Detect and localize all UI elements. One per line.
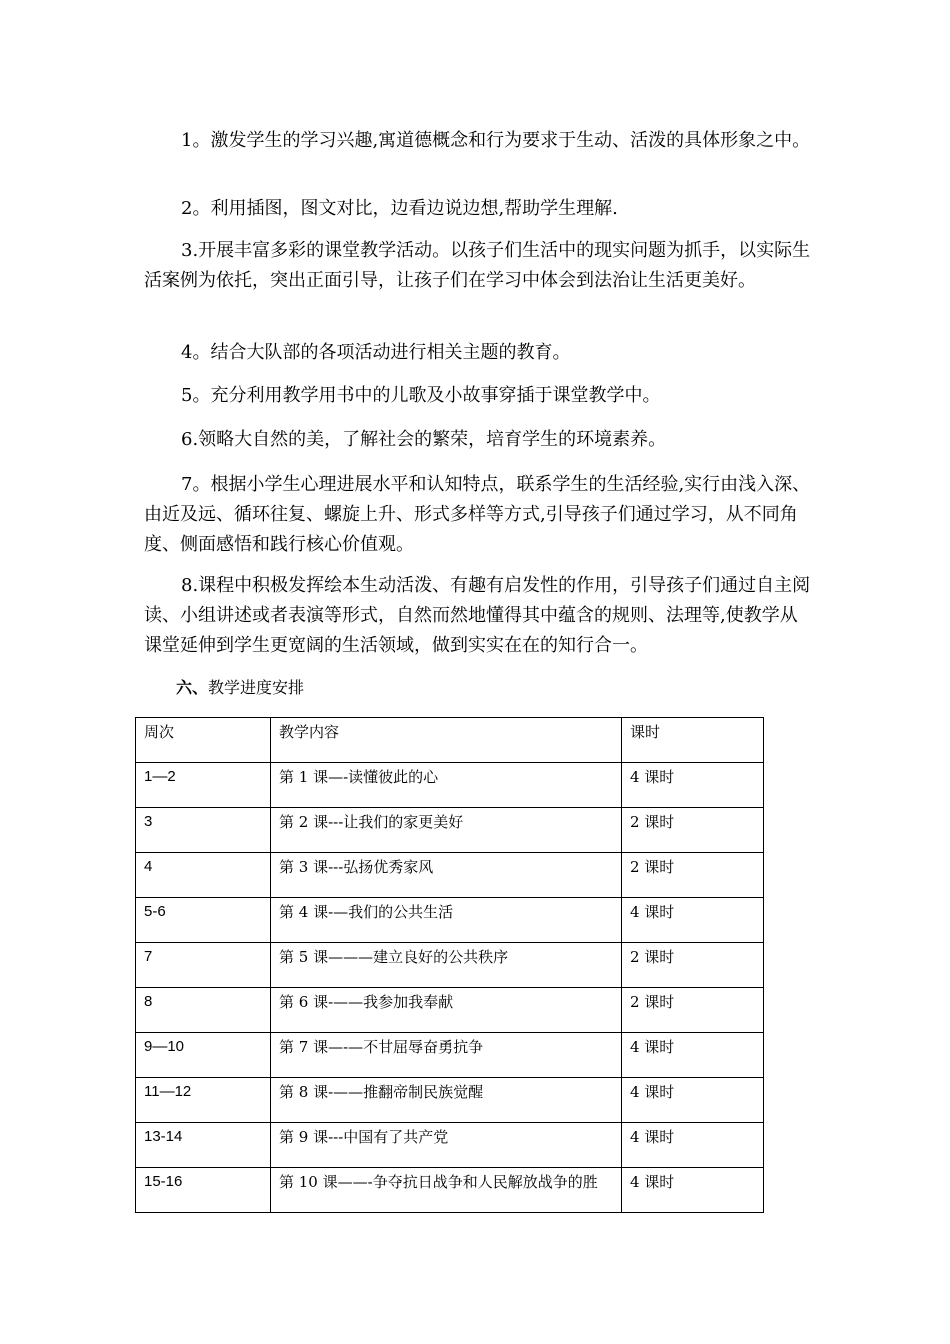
- paragraph-5: 5。充分利用教学用书中的儿歌及小故事穿插于课堂教学中。: [181, 385, 661, 406]
- table-row: [136, 943, 764, 988]
- cell-hours: 2 课时: [622, 943, 764, 988]
- header-week: 周次: [136, 718, 271, 763]
- paragraph-6: 6.领略大自然的美，了解社会的繁荣，培育学生的环境素养。: [181, 429, 667, 450]
- schedule-table: [135, 717, 764, 1213]
- cell-hours: 4 课时: [622, 1033, 764, 1078]
- paragraph-1: 1。激发学生的学习兴趣,寓道德概念和行为要求于生动、活泼的具体形象之中。: [181, 130, 811, 151]
- table-row: [136, 853, 764, 898]
- cell-content: 第 3 课---弘扬优秀家风: [271, 853, 622, 898]
- section-number: 六、: [176, 678, 209, 697]
- table-row: [136, 1123, 764, 1168]
- cell-week: 7: [136, 943, 271, 988]
- table-row: [136, 1168, 764, 1213]
- cell-week: 3: [136, 808, 271, 853]
- cell-hours: 4 课时: [622, 1123, 764, 1168]
- paragraph-8: 8.课程中积极发挥绘本生动活泼、有趣有启发性的作用，引导孩子们通过自主阅读、小组讲述或者表演等形式，自然而然地懂得其中蕴含的规则、法理等,使教学从课堂延伸到学生更宽阔的生活领域，做到实实在在的知行合一。: [144, 575, 811, 656]
- cell-content: 第 10 课——-争夺抗日战争和人民解放战争的胜: [271, 1168, 622, 1213]
- paragraph-7: 7。根据小学生心理进展水平和认知特点，联系学生的生活经验,实行由浅入深、由近及远、循环往复、螺旋上升、形式多样等方式,引导孩子们通过学习，从不同角度、侧面感悟和践行核心价值观。: [144, 474, 811, 555]
- table-row: [136, 898, 764, 943]
- cell-content: 第 7 课—-—不甘屈辱奋勇抗争: [271, 1033, 622, 1078]
- paragraph-3: 3.开展丰富多彩的课堂教学活动。以孩子们生活中的现实问题为抓手，以实际生活案例为依托，突出正面引导，让孩子们在学习中体会到法治让生活更美好。: [144, 240, 811, 291]
- paragraph-4: 4。结合大队部的各项活动进行相关主题的教育。: [181, 342, 571, 363]
- table-row: [136, 1033, 764, 1078]
- cell-week: 11—12: [136, 1078, 271, 1123]
- section-title: 教学进度安排: [208, 678, 305, 697]
- cell-content: 第 2 课---让我们的家更美好: [271, 808, 622, 853]
- table-row: [136, 808, 764, 853]
- table-row: [136, 988, 764, 1033]
- cell-week: 4: [136, 853, 271, 898]
- header-hours: 课时: [622, 718, 764, 763]
- cell-hours: 4 课时: [622, 763, 764, 808]
- cell-content: 第 1 课—-读懂彼此的心: [271, 763, 622, 808]
- cell-hours: 2 课时: [622, 853, 764, 898]
- cell-content: 第 6 课-——我参加我奉献: [271, 988, 622, 1033]
- header-content: 教学内容: [271, 718, 622, 763]
- cell-content: 第 4 课-—我们的公共生活: [271, 898, 622, 943]
- section-heading: [176, 676, 304, 700]
- paragraph-2: 2。利用插图，图文对比，边看边说边想,帮助学生理解.: [181, 198, 618, 219]
- cell-hours: 4 课时: [622, 1078, 764, 1123]
- table-header-row: [136, 718, 764, 763]
- cell-week: 1—2: [136, 763, 271, 808]
- cell-week: 13-14: [136, 1123, 271, 1168]
- cell-hours: 2 课时: [622, 808, 764, 853]
- cell-content: 第 9 课---中国有了共产党: [271, 1123, 622, 1168]
- table-row: [136, 1078, 764, 1123]
- table-row: [136, 763, 764, 808]
- cell-hours: 2 课时: [622, 988, 764, 1033]
- cell-content: 第 5 课———建立良好的公共秩序: [271, 943, 622, 988]
- cell-week: 15-16: [136, 1168, 271, 1213]
- cell-hours: 4 课时: [622, 1168, 764, 1213]
- cell-hours: 4 课时: [622, 898, 764, 943]
- cell-week: 9—10: [136, 1033, 271, 1078]
- cell-week: 5-6: [136, 898, 271, 943]
- cell-week: 8: [136, 988, 271, 1033]
- cell-content: 第 8 课-——推翻帝制民族觉醒: [271, 1078, 622, 1123]
